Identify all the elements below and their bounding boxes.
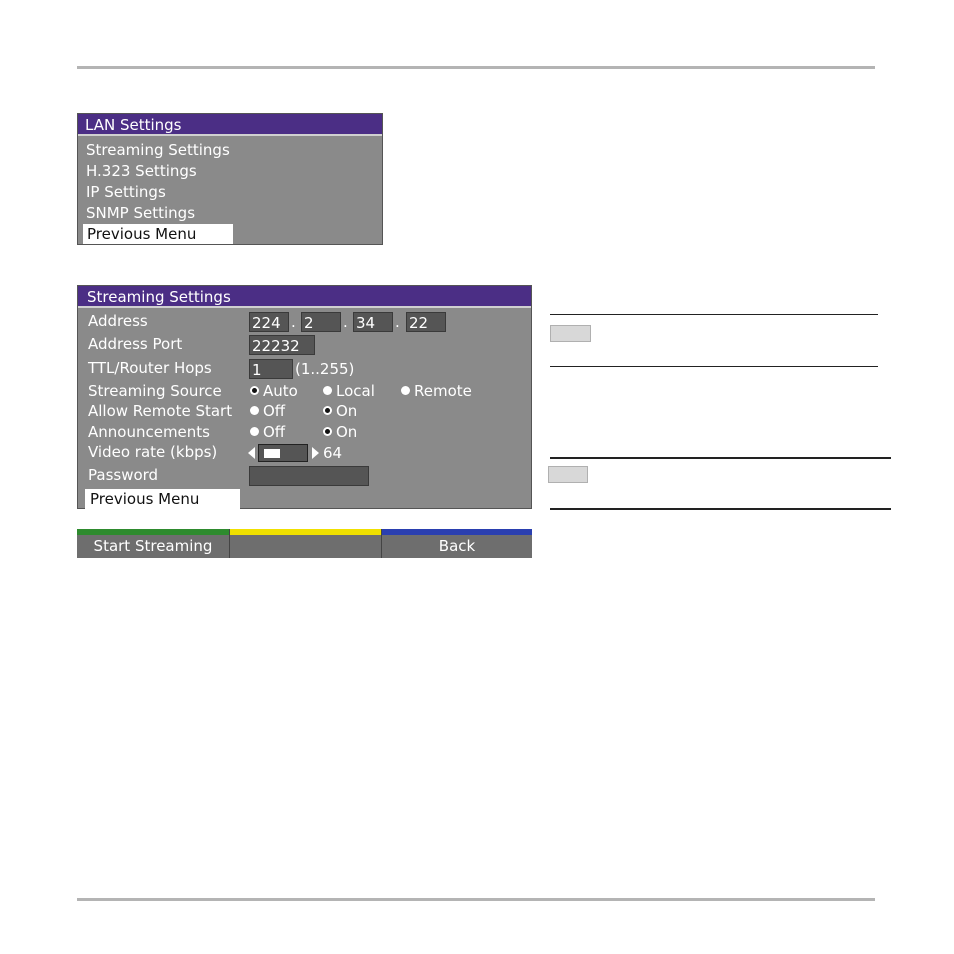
source-remote-radio[interactable] — [401, 381, 472, 401]
source-local-radio[interactable] — [323, 381, 375, 401]
menu-item-h323-settings[interactable]: H.323 Settings — [86, 162, 197, 180]
video-rate-value: 64 — [323, 444, 343, 462]
password-field[interactable] — [249, 466, 369, 486]
note-key-chip — [548, 466, 588, 483]
radio-icon — [323, 386, 332, 395]
blue-key-stripe — [382, 529, 532, 535]
address-octet-3[interactable]: 34 — [353, 312, 393, 332]
arrow-left-icon[interactable] — [248, 447, 256, 459]
remote-start-on-label: On — [336, 402, 358, 420]
note-divider — [550, 314, 878, 315]
streaming-source-label: Streaming Source — [88, 382, 222, 400]
remote-start-on-radio[interactable] — [323, 401, 357, 421]
radio-selected-icon — [250, 386, 259, 395]
radio-selected-icon — [323, 427, 332, 436]
remote-start-off-radio[interactable] — [250, 401, 285, 421]
remote-start-off-label: Off — [263, 402, 286, 420]
announcements-off-radio[interactable] — [250, 422, 285, 442]
announcements-off-label: Off — [263, 423, 286, 441]
menu-item-snmp-settings[interactable]: SNMP Settings — [86, 204, 196, 222]
menu-item-previous-menu[interactable]: Previous Menu — [83, 224, 233, 244]
note-divider — [550, 366, 878, 367]
address-separator: . — [395, 313, 400, 331]
allow-remote-start-label: Allow Remote Start — [88, 402, 233, 420]
video-rate-label: Video rate (kbps) — [88, 443, 218, 461]
source-remote-label: Remote — [414, 382, 472, 400]
back-label: Back — [438, 537, 476, 555]
previous-menu-item[interactable]: Previous Menu — [85, 489, 240, 509]
announcements-on-label: On — [336, 423, 358, 441]
video-rate-track[interactable] — [258, 444, 308, 462]
menu-item-ip-settings[interactable]: IP Settings — [86, 183, 166, 201]
radio-icon — [401, 386, 410, 395]
top-rule — [77, 66, 875, 69]
start-streaming-label: Start Streaming — [93, 537, 213, 555]
radio-selected-icon — [323, 406, 332, 415]
source-local-label: Local — [336, 382, 375, 400]
ttl-field[interactable]: 1 — [249, 359, 293, 379]
menu-item-streaming-settings[interactable]: Streaming Settings — [86, 141, 230, 159]
yellow-button[interactable] — [230, 529, 382, 558]
back-button[interactable] — [382, 529, 532, 558]
streaming-settings-panel — [77, 285, 532, 509]
start-streaming-button[interactable] — [77, 529, 230, 558]
softkey-bar — [77, 529, 532, 558]
address-port-label: Address Port — [88, 335, 183, 353]
note-divider — [550, 457, 891, 459]
address-octet-1[interactable]: 224 — [249, 312, 289, 332]
address-label: Address — [88, 312, 148, 330]
streaming-settings-title: Streaming Settings — [78, 286, 531, 308]
announcements-on-radio[interactable] — [323, 422, 357, 442]
source-auto-label: Auto — [263, 382, 298, 400]
video-rate-thumb[interactable] — [264, 449, 280, 458]
arrow-right-icon[interactable] — [312, 447, 320, 459]
address-separator: . — [291, 313, 296, 331]
note-divider — [550, 508, 891, 510]
source-auto-radio[interactable] — [250, 381, 298, 401]
password-label: Password — [88, 466, 159, 484]
lan-settings-menu — [77, 113, 383, 245]
yellow-key-stripe — [230, 529, 381, 535]
ttl-range: (1..255) — [295, 360, 355, 378]
address-separator: . — [343, 313, 348, 331]
lan-settings-title: LAN Settings — [78, 114, 382, 136]
announcements-label: Announcements — [88, 423, 210, 441]
address-port-field[interactable]: 22232 — [249, 335, 315, 355]
bottom-rule — [77, 898, 875, 901]
radio-icon — [250, 427, 259, 436]
radio-icon — [250, 406, 259, 415]
green-key-stripe — [77, 529, 229, 535]
note-key-chip — [550, 325, 591, 342]
address-octet-4[interactable]: 22 — [406, 312, 446, 332]
address-octet-2[interactable]: 2 — [301, 312, 341, 332]
video-rate-slider[interactable] — [248, 443, 358, 463]
ttl-label: TTL/Router Hops — [88, 359, 212, 377]
